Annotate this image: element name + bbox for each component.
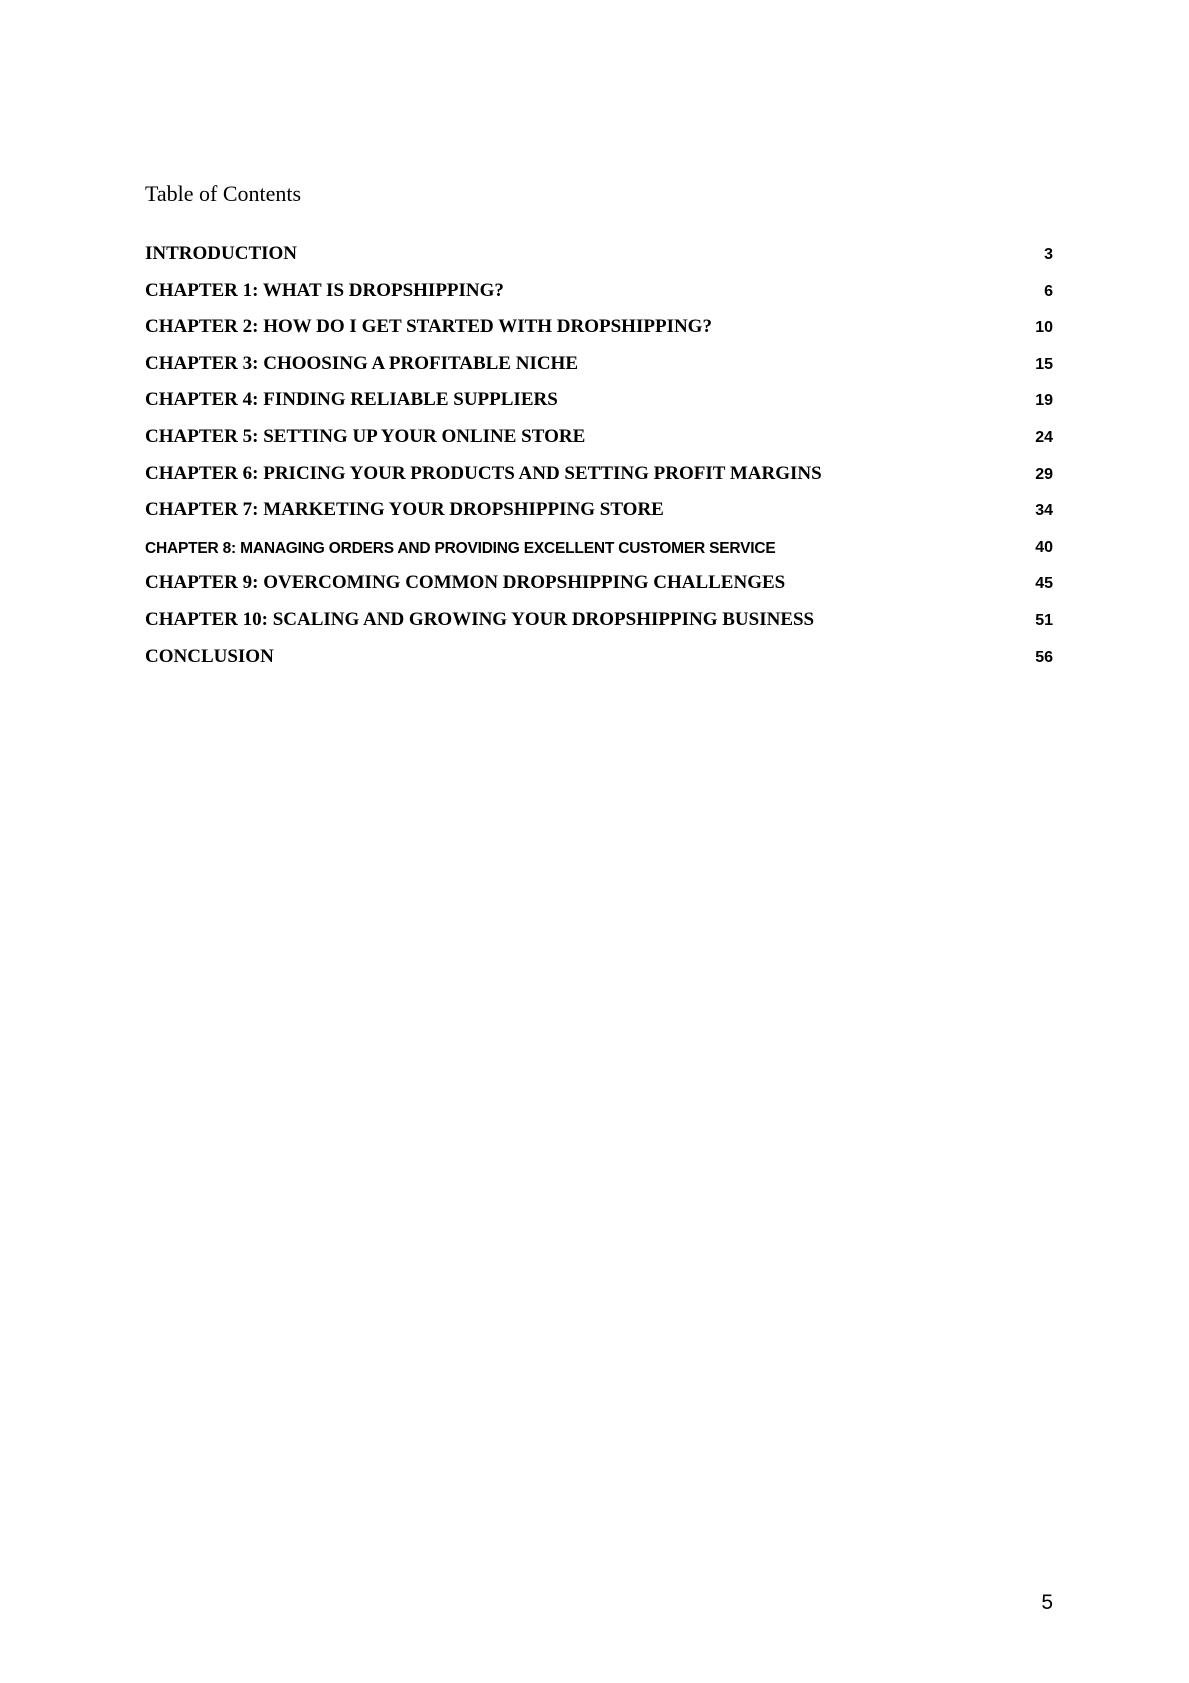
toc-entry-label: CHAPTER 4: FINDING RELIABLE SUPPLIERS [145, 389, 558, 411]
toc-entry-page-number: 24 [1035, 428, 1053, 446]
toc-entry-label: CHAPTER 3: CHOOSING A PROFITABLE NICHE [145, 352, 579, 374]
toc-entry-page-number: 10 [1035, 319, 1053, 337]
toc-entry-label: CONCLUSION [145, 645, 274, 667]
toc-entry-page-number: 6 [1044, 282, 1053, 300]
toc-entry-chapter-2[interactable] [145, 316, 1053, 353]
toc-entry-page-number: 15 [1035, 355, 1053, 373]
toc-entry-page-number: 40 [1035, 538, 1053, 556]
toc-entry-label: CHAPTER 8: MANAGING ORDERS AND PROVIDING EXCELLENT CUSTOMER SERVICE [145, 539, 776, 557]
toc-entry-label: CHAPTER 2: HOW DO I GET STARTED WITH DROPSHIPPING? [145, 316, 712, 338]
toc-entry-label: CHAPTER 7: MARKETING YOUR DROPSHIPPING STORE [145, 499, 664, 521]
toc-entry-chapter-6[interactable] [145, 463, 1053, 500]
toc-entry-page-number: 19 [1035, 392, 1053, 410]
toc-entry-label: CHAPTER 1: WHAT IS DROPSHIPPING? [145, 279, 504, 301]
toc-entry-chapter-1[interactable] [145, 280, 1053, 317]
toc-entry-label: CHAPTER 10: SCALING AND GROWING YOUR DROPSHIPPING BUSINESS [145, 608, 815, 630]
toc-entry-label: INTRODUCTION [145, 243, 298, 264]
toc-entry-label: CHAPTER 9: OVERCOMING COMMON DROPSHIPPING CHALLENGES [145, 572, 786, 594]
page-number: 5 [1041, 1591, 1053, 1614]
toc-entry-page-number: 34 [1035, 502, 1053, 520]
toc-entry-page-number: 56 [1035, 648, 1053, 666]
toc-entry-conclusion[interactable] [145, 646, 1053, 683]
toc-entry-label: CHAPTER 5: SETTING UP YOUR ONLINE STORE [145, 425, 586, 447]
toc-entry-chapter-5[interactable] [145, 426, 1053, 463]
toc-entry-chapter-7[interactable] [145, 499, 1053, 536]
toc-entry-page-number: 3 [1044, 246, 1053, 263]
toc-list [145, 243, 1053, 682]
toc-entry-chapter-9[interactable] [145, 572, 1053, 609]
toc-entry-chapter-8[interactable] [145, 536, 1053, 573]
toc-entry-chapter-4[interactable] [145, 389, 1053, 426]
toc-entry-chapter-3[interactable] [145, 353, 1053, 390]
toc-entry-introduction[interactable] [145, 243, 1053, 280]
toc-entry-chapter-10[interactable] [145, 609, 1053, 646]
toc-heading: Table of Contents [145, 181, 302, 206]
toc-entry-page-number: 29 [1035, 465, 1053, 483]
toc-entry-label: CHAPTER 6: PRICING YOUR PRODUCTS AND SETTING PROFIT MARGINS [145, 462, 822, 484]
toc-entry-page-number: 45 [1035, 575, 1053, 593]
toc-entry-page-number: 51 [1035, 611, 1053, 629]
